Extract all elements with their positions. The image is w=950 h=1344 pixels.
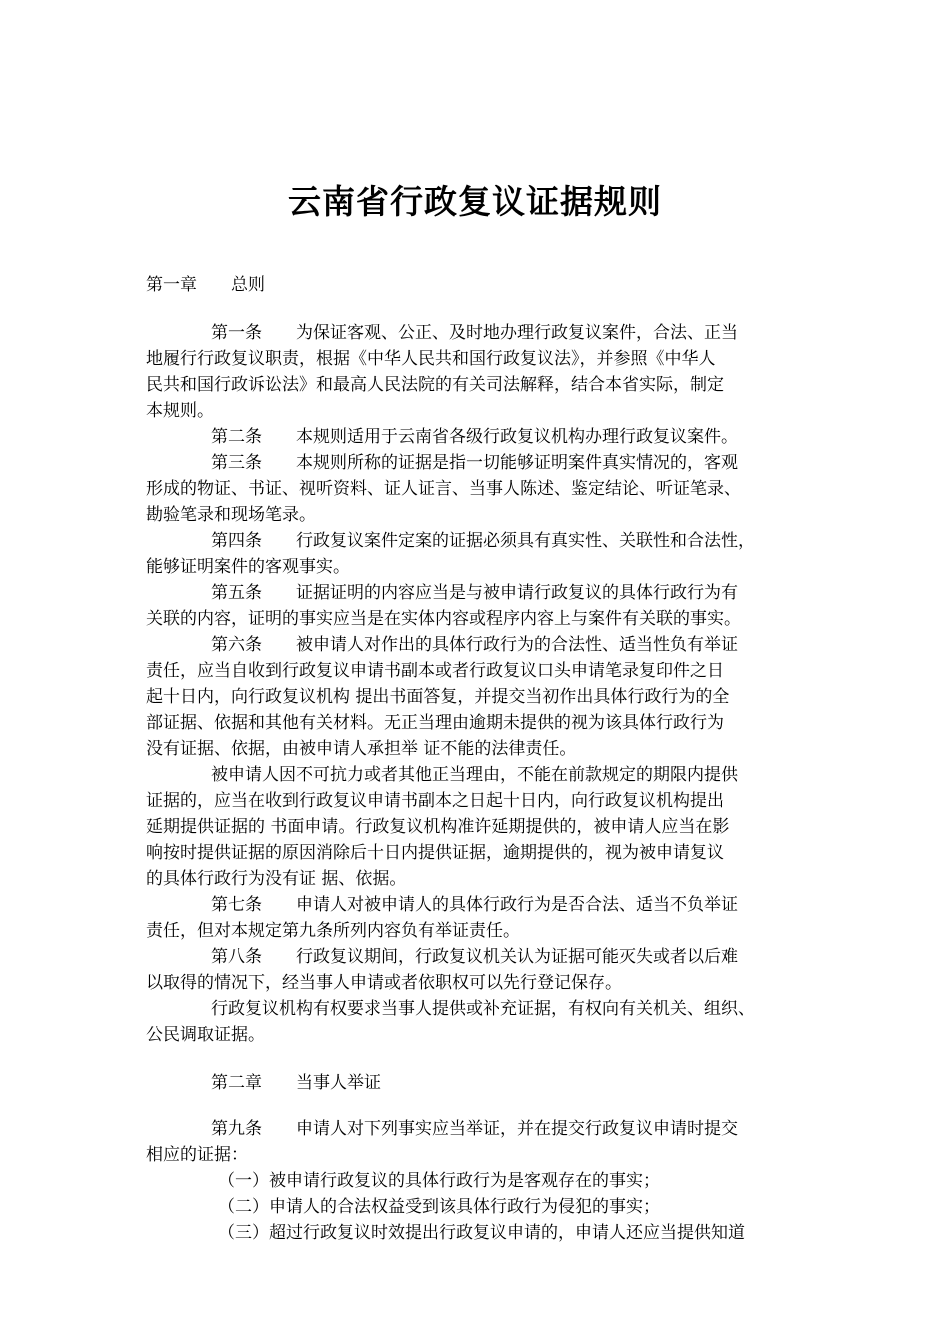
article-line: 延期提供证据的 书面申请。行政复议机构准许延期提供的，被申请人应当在影	[146, 817, 730, 837]
article-line: 第六条 被申请人对作出的具体行政行为的合法性、适当性负有举证	[211, 635, 738, 655]
article-line: 第一条 为保证客观、公正、及时地办理行政复议案件，合法、正当	[211, 323, 738, 343]
article-line: 第四条 行政复议案件定案的证据必须具有真实性、关联性和合法性，	[211, 531, 755, 551]
article-line: 地履行行政复议职责，根据《中华人民共和国行政复议法》，并参照《中华人	[146, 349, 716, 369]
article-line: 公民调取证据。	[146, 1025, 265, 1045]
chapter-heading: 第一章 总则	[146, 275, 265, 295]
article-line: 相应的证据：	[146, 1145, 248, 1165]
article-line: 第九条 申请人对下列事实应当举证，并在提交行政复议申请时提交	[211, 1119, 738, 1139]
article-line: 起十日内，向行政复议机构 提出书面答复，并提交当初作出具体行政行为的全	[146, 687, 730, 707]
article-line: 被申请人因不可抗力或者其他正当理由，不能在前款规定的期限内提供	[211, 765, 738, 785]
article-line: 民共和国行政诉讼法》和最高人民法院的有关司法解释，结合本省实际，制定	[146, 375, 724, 395]
article-line: 关联的内容，证明的事实应当是在实体内容或程序内容上与案件有关联的事实。	[146, 609, 741, 629]
article-line: 第八条 行政复议期间，行政复议机关认为证据可能灭失或者以后难	[211, 947, 738, 967]
list-item: （三）超过行政复议时效提出行政复议申请的，申请人还应当提供知道	[218, 1223, 745, 1243]
article-line: 责任，应当自收到行政复议申请书副本或者行政复议口头申请笔录复印件之日	[146, 661, 724, 681]
article-line: 责任，但对本规定第九条所列内容负有举证责任。	[146, 921, 520, 941]
article-line: 第三条 本规则所称的证据是指一切能够证明案件真实情况的，客观	[211, 453, 738, 473]
article-line: 本规则。	[146, 401, 214, 421]
list-item: （一）被申请行政复议的具体行政行为是客观存在的事实；	[218, 1171, 660, 1191]
article-line: 第七条 申请人对被申请人的具体行政行为是否合法、适当不负举证	[211, 895, 738, 915]
chapter-heading: 第二章 当事人举证	[211, 1073, 381, 1093]
article-line: 响按时提供证据的原因消除后十日内提供证据，逾期提供的，视为被申请复议	[146, 843, 724, 863]
article-line: 第二条 本规则适用于云南省各级行政复议机构办理行政复议案件。	[211, 427, 738, 447]
article-line: 以取得的情况下，经当事人申请或者依职权可以先行登记保存。	[146, 973, 622, 993]
article-line: 勘验笔录和现场笔录。	[146, 505, 316, 525]
article-line: 没有证据、依据，由被申请人承担举 证不能的法律责任。	[146, 739, 577, 759]
article-line: 行政复议机构有权要求当事人提供或补充证据，有权向有关机关、组织、	[211, 999, 755, 1019]
list-item: （二）申请人的合法权益受到该具体行政行为侵犯的事实；	[218, 1197, 660, 1217]
article-line: 形成的物证、书证、视听资料、证人证言、当事人陈述、鉴定结论、听证笔录、	[146, 479, 741, 499]
document-title: 云南省行政复议证据规则	[288, 182, 662, 221]
article-line: 的具体行政行为没有证 据、依据。	[146, 869, 407, 889]
article-line: 部证据、依据和其他有关材料。无正当理由逾期未提供的视为该具体行政行为	[146, 713, 724, 733]
article-line: 证据的，应当在收到行政复议申请书副本之日起十日内，向行政复议机构提出	[146, 791, 724, 811]
article-line: 能够证明案件的客观事实。	[146, 557, 350, 577]
article-line: 第五条 证据证明的内容应当是与被申请行政复议的具体行政行为有	[211, 583, 738, 603]
